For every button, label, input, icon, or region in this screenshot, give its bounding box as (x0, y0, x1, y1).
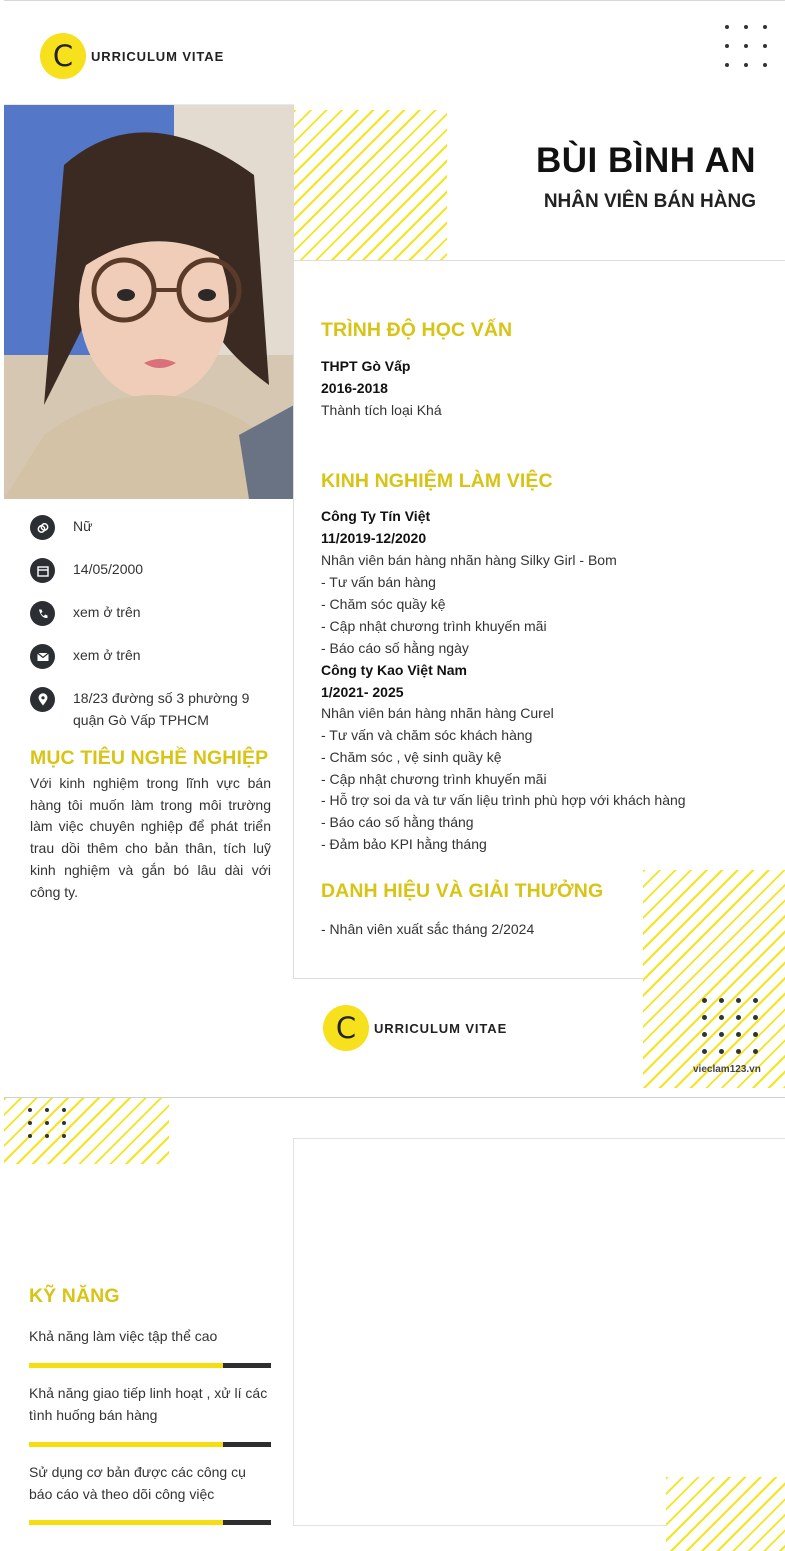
job-task: - Đảm bảo KPI hằng tháng (321, 836, 487, 852)
job-period: 1/2021- 2025 (321, 684, 404, 700)
cv-logo (40, 33, 224, 79)
gender-icon (30, 515, 55, 540)
logo-text: URRICULUM VITAE (374, 1020, 508, 1036)
job-period: 11/2019-12/2020 (321, 530, 427, 546)
address-value: 18/23 đường số 3 phường 9 quận Gò Vấp TPHCM (73, 690, 250, 728)
job-role: Nhân viên bán hàng nhãn hàng Silky Girl - Bom (321, 552, 617, 568)
email-value: xem ở trên (73, 647, 141, 663)
name-block (536, 141, 756, 213)
education-note: Thành tích loại Khá (321, 402, 442, 418)
logo-text: URRICULUM VITAE (91, 48, 225, 64)
job-company: Công ty Kao Việt Nam (321, 662, 467, 678)
stripe-decoration (643, 870, 785, 1088)
job-task: - Hỗ trợ soi da và tư vấn liệu trình phù hợp với khách hàng (321, 792, 686, 808)
skill-bar-fill (29, 1442, 223, 1447)
footer-logo (323, 1005, 507, 1051)
education-period: 2016-2018 (321, 380, 388, 396)
location-icon (30, 687, 55, 712)
logo-circle: C (40, 33, 86, 79)
stripe-decoration (294, 110, 447, 260)
job-task: - Tư vấn bán hàng (321, 574, 436, 590)
cv-page-2 (4, 1097, 785, 1551)
stripe-decoration (666, 1477, 785, 1551)
skill-item (29, 1383, 271, 1426)
cv-page-1 (4, 0, 785, 1096)
contact-birthday (30, 558, 143, 583)
education-heading: TRÌNH ĐỘ HỌC VẤN (321, 319, 513, 341)
gender-value: Nữ (73, 518, 93, 534)
award-item: - Nhân viên xuất sắc tháng 2/2024 (321, 921, 535, 937)
skill-item (29, 1462, 271, 1505)
contact-phone (30, 601, 141, 626)
objective-text: Với kinh nghiệm trong lĩnh vực bán hàng tôi muốn làm trong môi trường làm việc chuyên nghiệp để phát triển trau dồi thêm cho bản thân, tích luỹ kinh nghiệm và gắn bó lâu dài với công ty. (30, 775, 271, 900)
skills-heading: KỸ NĂNG (29, 1285, 120, 1307)
phone-value: xem ở trên (73, 604, 141, 620)
job-task: - Tư vấn và chăm sóc khách hàng (321, 727, 533, 743)
contact-email (30, 644, 141, 669)
objective-heading: MỤC TIÊU NGHỀ NGHIỆP (30, 747, 269, 769)
dot-grid-decoration (725, 25, 767, 67)
birthday-value: 14/05/2000 (73, 561, 144, 577)
calendar-icon (30, 558, 55, 583)
contact-gender (30, 515, 92, 540)
job-task: - Báo cáo số hằng ngày (321, 640, 469, 656)
skill-name: Khả năng giao tiếp linh hoạt , xử lí các tình huống bán hàng (29, 1385, 268, 1423)
site-watermark: vieclam123.vn (693, 1064, 761, 1075)
education-school: THPT Gò Vấp (321, 358, 411, 374)
portrait-illustration (4, 105, 294, 499)
job-role: Nhân viên bán hàng nhãn hàng Curel (321, 705, 554, 721)
skill-name: Sử dụng cơ bản được các công cụ báo cáo và theo dõi công việc (29, 1464, 246, 1502)
dot-grid-decoration (702, 998, 758, 1054)
job-company: Công Ty Tín Việt (321, 508, 431, 524)
skill-name: Khả năng làm việc tập thể cao (29, 1328, 218, 1344)
skill-bar (29, 1363, 271, 1368)
job-task: - Chăm sóc quầy kệ (321, 596, 446, 612)
contact-address (30, 687, 263, 731)
job-task: - Báo cáo số hằng tháng (321, 814, 474, 830)
job-title: NHÂN VIÊN BÁN HÀNG (543, 191, 756, 212)
phone-icon (30, 601, 55, 626)
skill-bar (29, 1442, 271, 1447)
skill-bar (29, 1520, 271, 1525)
email-icon (30, 644, 55, 669)
experience-heading: KINH NGHIỆM LÀM VIỆC (321, 470, 553, 492)
dot-grid-decoration (28, 1108, 67, 1138)
profile-photo (4, 105, 294, 499)
skill-bar-fill (29, 1363, 223, 1368)
job-task: - Cập nhật chương trình khuyến mãi (321, 771, 547, 787)
logo-circle: C (323, 1005, 369, 1051)
full-name: BÙI BÌNH AN (535, 141, 756, 180)
awards-heading: DANH HIỆU VÀ GIẢI THƯỞNG (321, 880, 604, 902)
page2-content-box (293, 1138, 785, 1526)
skill-bar-fill (29, 1520, 223, 1525)
skill-item (29, 1326, 271, 1348)
job-task: - Cập nhật chương trình khuyến mãi (321, 618, 547, 634)
job-task: - Chăm sóc , vệ sinh quầy kệ (321, 749, 502, 765)
